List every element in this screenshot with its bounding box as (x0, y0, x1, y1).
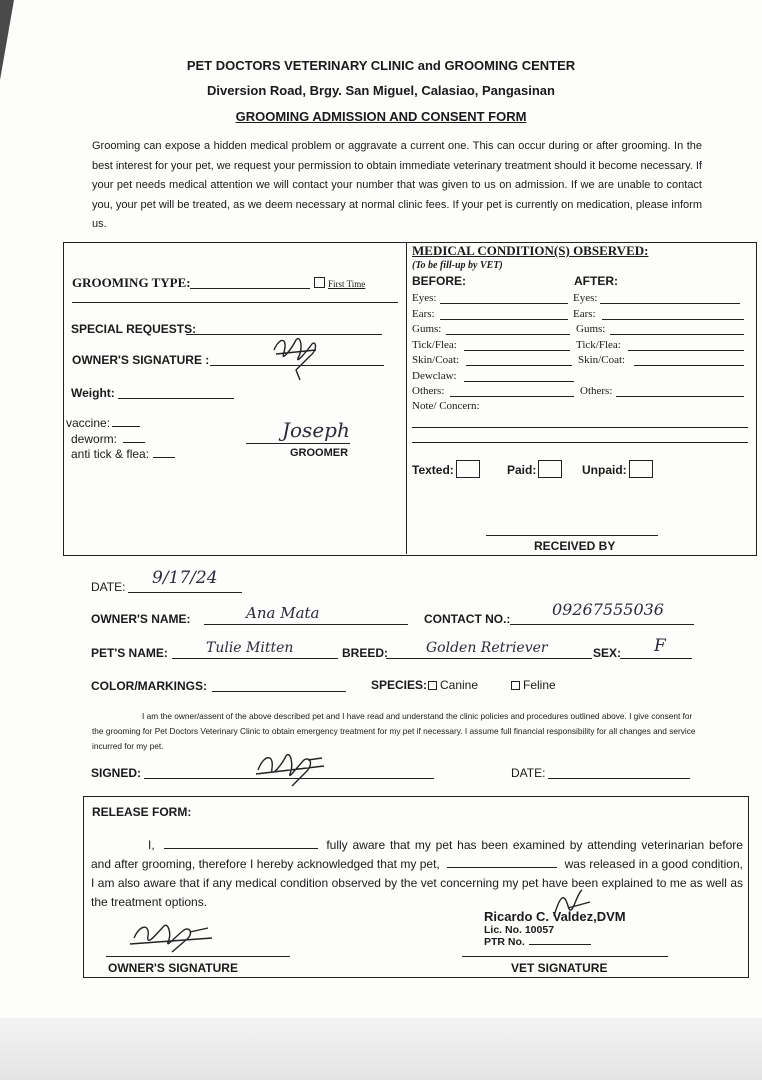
before-skin: Skin/Coat: (412, 354, 460, 366)
dewclaw-label: Dewclaw: (412, 370, 457, 382)
before-gums-line[interactable] (446, 334, 570, 335)
owner-name-label: OWNER'S NAME: (91, 612, 191, 626)
form-title: GROOMING ADMISSION AND CONSENT FORM (235, 109, 527, 124)
medical-title: MEDICAL CONDITION(S) OBSERVED: (412, 243, 649, 258)
feline-option[interactable] (511, 678, 556, 692)
clinic-name: PET DOCTORS VETERINARY CLINIC and GROOMING CENTER (186, 58, 576, 73)
paid-field[interactable] (507, 460, 562, 478)
canine-option[interactable] (428, 678, 478, 692)
canine-checkbox[interactable] (428, 681, 437, 690)
scan-bottom-shade (0, 1018, 762, 1080)
consent-paragraph: I am the owner/assent of the above described pet and I have read and understand the clinic policies and procedures outlined above. I give consent for the grooming for Pet Doctors Veterinary Clinic to obtain emergency treatment for my pet if necessary. I assume full financial responsibility for all changes and service incurred for my pet. (92, 711, 696, 751)
breed-label: BREED: (342, 646, 389, 660)
pet-name-value: Tulie Mitten (206, 640, 294, 656)
deworm-label (71, 432, 145, 446)
vaccine-label (66, 416, 140, 430)
pet-name-line[interactable] (172, 658, 338, 659)
before-skin-line[interactable] (466, 365, 572, 366)
received-by-label: RECEIVED BY (534, 539, 616, 553)
owner-signature-scribble (266, 330, 326, 382)
deworm-text: deworm: (71, 432, 118, 446)
after-skin-line[interactable] (634, 365, 744, 366)
after-eyes-line[interactable] (600, 303, 740, 304)
before-ears: Ears: (412, 308, 435, 320)
before-eyes-line[interactable] (440, 303, 568, 304)
first-time-checkbox[interactable] (314, 277, 325, 288)
grooming-type-label: GROOMING TYPE: (72, 275, 191, 290)
release-text-1: fully aware that my pet has been examined by attending veterinarian before and after grooming, therefore I hereby acknowledged that my pet, (91, 838, 743, 871)
texted-box[interactable] (456, 460, 480, 478)
after-tick: Tick/Flea: (576, 339, 621, 351)
signed-signature (252, 748, 328, 790)
medical-subtitle: (To be fill-up by VET) (412, 260, 503, 271)
color-label: COLOR/MARKINGS: (91, 679, 207, 693)
groomer-label: GROOMER (290, 447, 349, 459)
owner-name-line[interactable] (204, 624, 408, 625)
vet-lic: Lic. No. 10057 (484, 924, 555, 936)
before-ears-line[interactable] (440, 319, 568, 320)
vaccine-text: vaccine: (66, 416, 111, 430)
texted-label: Texted: (412, 463, 454, 477)
groomer-line (246, 443, 350, 444)
groomer-name: Joseph (282, 418, 350, 442)
date-line[interactable] (128, 592, 242, 593)
received-by-line[interactable] (486, 535, 658, 536)
vet-signature-line[interactable] (462, 956, 668, 957)
others-before-line[interactable] (450, 396, 574, 397)
grooming-type-line[interactable] (190, 288, 310, 289)
others-after-line[interactable] (616, 396, 744, 397)
feline-checkbox[interactable] (511, 681, 520, 690)
contact-line[interactable] (510, 624, 694, 625)
date-value: 9/17/24 (152, 568, 218, 588)
unpaid-field[interactable] (582, 460, 653, 478)
sex-line[interactable] (620, 658, 692, 659)
vet-ptr (484, 936, 591, 948)
first-time-option[interactable] (314, 277, 365, 289)
owner-release-line[interactable] (106, 956, 290, 957)
after-gums-line[interactable] (610, 334, 744, 335)
contact-label: CONTACT NO.: (424, 612, 511, 626)
paid-label: Paid: (507, 463, 537, 477)
note-line-2[interactable] (412, 442, 748, 443)
after-skin: Skin/Coat: (578, 354, 626, 366)
color-line[interactable] (212, 691, 346, 692)
first-time-label: First Time (328, 279, 366, 289)
after-ears-line[interactable] (602, 319, 744, 320)
date2-line[interactable] (548, 778, 690, 779)
canine-label: Canine (440, 678, 479, 692)
after-label: AFTER: (574, 274, 618, 288)
signed-label: SIGNED: (91, 766, 142, 780)
unpaid-box[interactable] (629, 460, 653, 478)
release-owner-line[interactable] (164, 848, 318, 849)
note-label: Note/ Concern: (412, 400, 480, 412)
after-gums: Gums: (576, 323, 606, 335)
pet-name-label: PET'S NAME: (91, 646, 168, 660)
before-label: BEFORE: (412, 274, 466, 288)
species-label: SPECIES: (371, 678, 428, 692)
sex-value: F (654, 636, 666, 656)
grooming-extra-line (72, 302, 398, 303)
weight-label: Weight: (71, 386, 115, 400)
before-tick-line[interactable] (464, 350, 570, 351)
texted-field[interactable] (412, 460, 480, 478)
release-pet-line[interactable] (447, 867, 557, 868)
breed-value: Golden Retriever (426, 640, 548, 656)
breed-line[interactable] (386, 658, 592, 659)
after-eyes: Eyes: (573, 292, 598, 304)
sex-label: SEX: (593, 646, 622, 660)
others-after-label: Others: (580, 385, 613, 397)
date2-label: DATE: (511, 766, 546, 780)
paid-box[interactable] (538, 460, 562, 478)
anti-tick-text: anti tick & flea: (71, 447, 150, 461)
release-title: RELEASE FORM: (92, 805, 192, 819)
note-line-1[interactable] (412, 427, 748, 428)
feline-label: Feline (523, 678, 556, 692)
after-ears: Ears: (573, 308, 596, 320)
owner-name-value: Ana Mata (246, 604, 320, 622)
clinic-address: Diversion Road, Brgy. San Miguel, Calasiao, Pangasinan (207, 83, 555, 98)
dewclaw-line[interactable] (464, 381, 574, 382)
others-before-label: Others: (412, 385, 445, 397)
intro-paragraph: Grooming can expose a hidden medical problem or aggravate a current one. This can occur during or after grooming. In the best interest for your pet, we request your permission to obtain immediate veterinary treatment should it become necessary. If your pet needs medical attention we will contact your number that was given to us on admission. If we are unable to contact you, your pet will be treated, as we deem necessary at normal clinic fees. If your pet is currently on medication, please inform us. (92, 140, 702, 230)
owner-signature-release-label: OWNER'S SIGNATURE (108, 961, 238, 975)
date-label: DATE: (91, 580, 126, 594)
box-divider (406, 242, 407, 554)
before-gums: Gums: (412, 323, 442, 335)
release-i: I, (148, 838, 155, 852)
special-requests-label: SPECIAL REQUESTS: (71, 322, 197, 336)
owner-signature-label: OWNER'S SIGNATURE : (72, 353, 210, 367)
before-eyes: Eyes: (412, 292, 437, 304)
before-tick: Tick/Flea: (412, 339, 457, 351)
vet-name: Ricardo C. Valdez,DVM (484, 909, 626, 924)
weight-line[interactable] (118, 398, 234, 399)
anti-tick-label (71, 447, 175, 461)
after-tick-line[interactable] (628, 350, 744, 351)
owner-release-signature (124, 918, 218, 956)
vet-ptr-text: PTR No. (484, 936, 525, 948)
release-paragraph (91, 836, 743, 912)
release-text-2: was released in a good condition, I am also aware that if any medical condition observed by the vet concerning my pet have been explained to me as well as the treatment options. (91, 857, 743, 909)
vet-signature-label: VET SIGNATURE (511, 961, 608, 975)
unpaid-label: Unpaid: (582, 463, 627, 477)
contact-value: 09267555036 (552, 600, 664, 619)
